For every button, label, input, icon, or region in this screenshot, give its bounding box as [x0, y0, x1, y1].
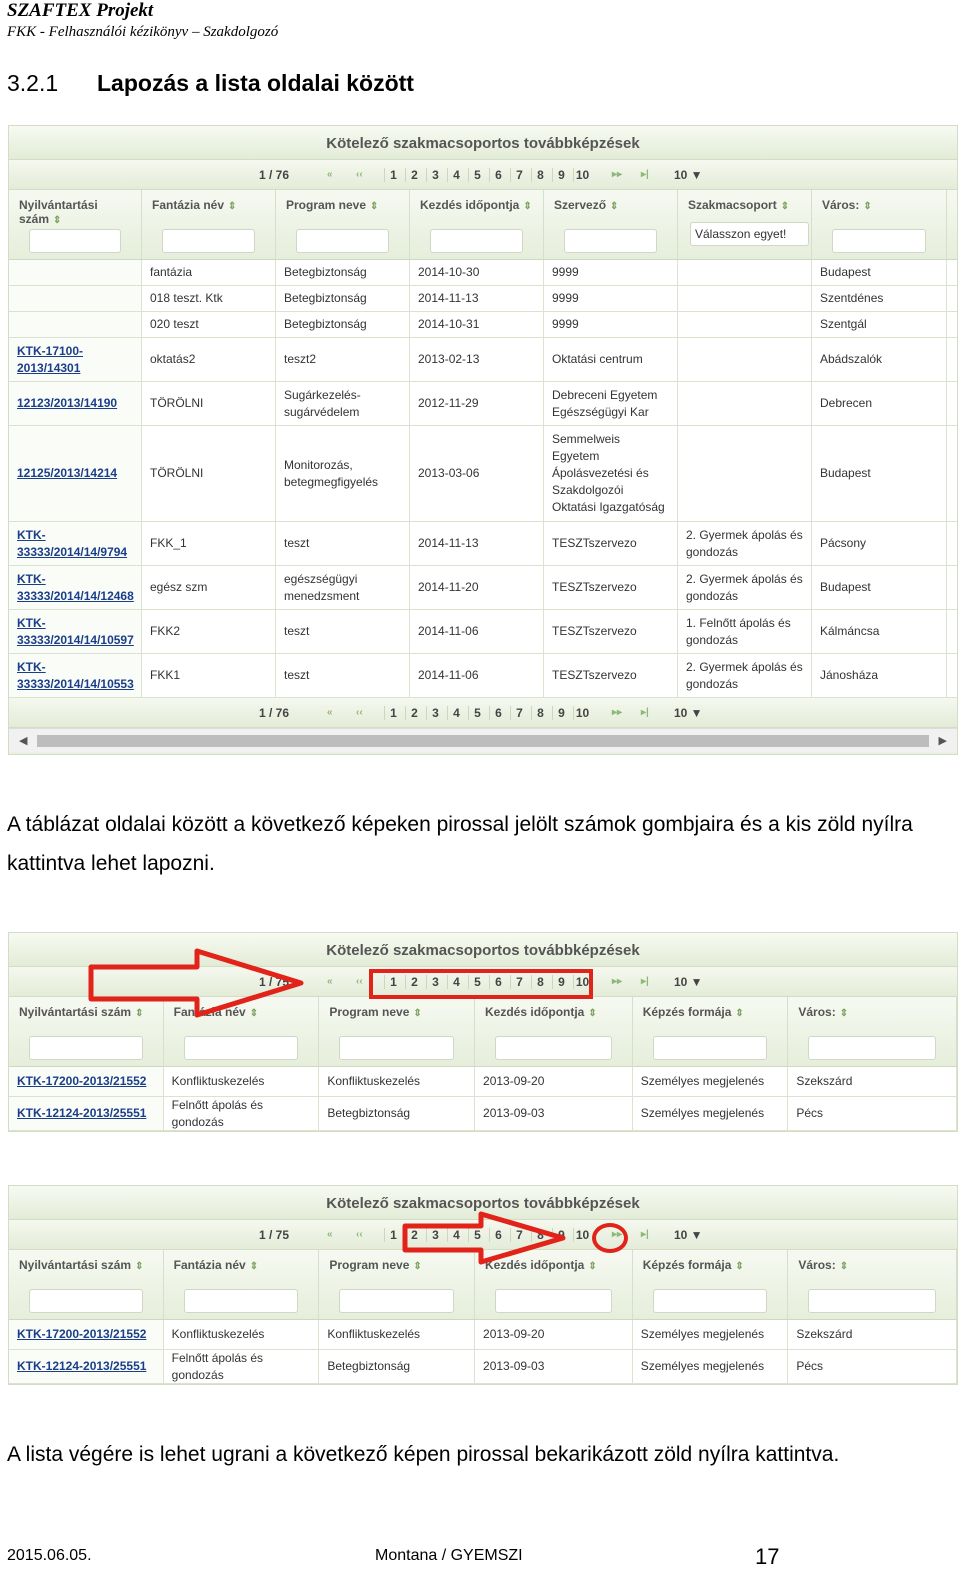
- table-cell: 2014-11-13: [410, 286, 544, 311]
- table-cell: [9, 260, 142, 285]
- page-button-9[interactable]: 9: [552, 706, 570, 720]
- header-title: SZAFTEX Projekt: [7, 0, 154, 21]
- column-header-label[interactable]: Város:: [798, 1005, 836, 1019]
- column-header-label[interactable]: Program neve: [286, 198, 367, 212]
- filter-input[interactable]: [495, 1036, 612, 1060]
- sort-arrows-icon[interactable]: ⇕: [588, 1008, 597, 1019]
- page-button-3[interactable]: 3: [426, 1228, 444, 1242]
- next-page-icon[interactable]: ▸▸: [612, 707, 623, 718]
- table-cell: 020 teszt: [142, 312, 276, 337]
- column-header-label[interactable]: Képzés formája: [642, 1005, 732, 1019]
- last-page-icon[interactable]: ▸|: [641, 1229, 649, 1240]
- column-header-label[interactable]: Program neve: [329, 1005, 410, 1019]
- table-row: [9, 382, 957, 426]
- table-cell: 9999: [544, 260, 678, 285]
- table-cell: [678, 260, 812, 285]
- filter-input[interactable]: [564, 229, 657, 253]
- filter-input[interactable]: [495, 1289, 612, 1313]
- page-numbers-highlight: [369, 969, 593, 999]
- page-size-select[interactable]: 10 ▼: [674, 706, 703, 720]
- table-cell: TESZTszervezo: [544, 610, 678, 653]
- table-row: [9, 1097, 957, 1131]
- sort-arrows-icon[interactable]: ⇕: [610, 201, 619, 212]
- table-cell: 9999: [544, 312, 678, 337]
- column-header-label[interactable]: Kezdés időpontja: [485, 1258, 585, 1272]
- column-header-label[interactable]: Nyilvántartási szám: [19, 198, 98, 226]
- next-page-icon[interactable]: ▸▸: [612, 1229, 623, 1240]
- table-row: [9, 1067, 957, 1097]
- table-cell: TÖRÖLNI: [142, 382, 276, 425]
- record-link[interactable]: KTK-17100-2013/14301: [9, 338, 142, 381]
- page-button-8[interactable]: 8: [531, 975, 549, 989]
- sort-arrows-icon[interactable]: ⇕: [228, 201, 237, 212]
- page-button-8[interactable]: 8: [531, 168, 549, 182]
- table-cell: 2014-11-20: [410, 566, 544, 609]
- table-cell: 2. Gyermek ápolás és gondozás: [678, 566, 812, 609]
- sort-arrows-icon[interactable]: ⇕: [780, 201, 790, 212]
- filter-input[interactable]: [808, 1036, 936, 1060]
- table-header-row: [9, 190, 957, 260]
- page-info: 1 / 76: [259, 168, 290, 182]
- page-button-7[interactable]: 7: [510, 1228, 528, 1242]
- record-link[interactable]: KTK-12124-2013/25551: [9, 1350, 164, 1383]
- table-row: [9, 610, 957, 654]
- table-cell: [9, 286, 142, 311]
- sort-arrows-icon[interactable]: ⇕: [735, 1008, 744, 1019]
- column-header-label[interactable]: Város:: [822, 198, 860, 212]
- red-arrow-annotation: [87, 947, 317, 1017]
- column-header: [678, 190, 812, 259]
- table-row: [9, 566, 957, 610]
- column-header-label[interactable]: Program neve: [329, 1258, 410, 1272]
- filter-input[interactable]: [184, 1289, 299, 1313]
- table-cell: 2013-09-03: [475, 1097, 633, 1130]
- page-button-2[interactable]: 2: [405, 168, 423, 182]
- table-cell: Budapest: [812, 566, 947, 609]
- table-cell: Betegbiztonság: [276, 260, 410, 285]
- table-cell: Szentdénes: [812, 286, 947, 311]
- column-header: [319, 997, 475, 1066]
- table-cell: TESZTszervezo: [544, 566, 678, 609]
- sort-arrows-icon[interactable]: ⇕: [249, 1261, 259, 1272]
- table-row: [9, 654, 957, 698]
- table-cell: 2014-11-06: [410, 610, 544, 653]
- table-cell: Konfliktuskezelés: [319, 1067, 475, 1096]
- prev-page-icon[interactable]: ‹‹: [356, 1229, 363, 1240]
- sort-arrows-icon[interactable]: ⇕: [839, 1261, 849, 1272]
- table-cell: 2013-02-13: [410, 338, 544, 381]
- column-header-label[interactable]: Fantázia név: [173, 1258, 246, 1272]
- filter-input[interactable]: [832, 229, 926, 253]
- table-cell: Oktatási centrum: [544, 338, 678, 381]
- page-button-10[interactable]: 10: [573, 168, 591, 182]
- table-cell: Felnőtt ápolás és gondozás: [164, 1097, 320, 1130]
- table-cell: 018 teszt. Ktk: [142, 286, 276, 311]
- filter-input[interactable]: [29, 1036, 143, 1060]
- table-cell: Sugárkezelés-sugárvédelem: [276, 382, 410, 425]
- table-row: [9, 522, 957, 566]
- next-arrow-highlight: [592, 1223, 628, 1253]
- record-link[interactable]: KTK-33333/2014/14/12468: [9, 566, 142, 609]
- table-cell: [678, 426, 812, 521]
- page-button-7[interactable]: 7: [510, 706, 528, 720]
- table-row: [9, 426, 957, 522]
- page-button-1[interactable]: 1: [384, 168, 402, 182]
- table-row: [9, 338, 957, 382]
- pager-bar: [9, 160, 957, 190]
- sort-arrows-icon[interactable]: ⇕: [863, 201, 872, 212]
- horizontal-scrollbar[interactable]: [9, 728, 957, 752]
- table-cell: Szentgál: [812, 312, 947, 337]
- last-page-icon[interactable]: ▸|: [641, 707, 649, 718]
- filter-input[interactable]: [430, 229, 523, 253]
- footer-date: 2015.06.05.: [7, 1547, 92, 1564]
- column-header: [9, 1250, 164, 1319]
- record-link[interactable]: KTK-33333/2014/14/10553: [9, 654, 142, 697]
- footer-page-number: 17: [755, 1544, 780, 1569]
- table-cell: fantázia: [142, 260, 276, 285]
- sort-arrows-icon[interactable]: ⇕: [413, 1261, 422, 1272]
- sort-arrows-icon[interactable]: ⇕: [413, 1008, 422, 1019]
- table-title: Kötelező szakmacsoportos továbbképzések: [9, 933, 957, 967]
- page-button-5[interactable]: 5: [468, 1228, 486, 1242]
- filter-select[interactable]: Válasszon egyet!: [690, 222, 809, 246]
- page-button-7[interactable]: 7: [510, 168, 528, 182]
- column-header: [544, 190, 678, 259]
- page-button-5[interactable]: 5: [468, 706, 486, 720]
- table-cell: Konfliktuskezelés: [319, 1320, 475, 1349]
- column-header: [475, 997, 633, 1066]
- filter-input[interactable]: [339, 1036, 454, 1060]
- table-cell: 2014-11-13: [410, 522, 544, 565]
- column-header-label[interactable]: Képzés formája: [642, 1258, 732, 1272]
- table-cell: [678, 312, 812, 337]
- table-cell: Debreceni Egyetem Egészségügyi Kar: [544, 382, 678, 425]
- record-link[interactable]: KTK-33333/2014/14/10597: [9, 610, 142, 653]
- page-size-select[interactable]: 10 ▼: [674, 168, 703, 182]
- table-cell: Konfliktuskezelés: [164, 1067, 320, 1096]
- record-link[interactable]: KTK-17200-2013/21552: [9, 1067, 164, 1096]
- screenshot-full-table: [8, 125, 958, 755]
- table-title: Kötelező szakmacsoportos továbbképzések: [9, 126, 957, 160]
- page-button-2[interactable]: 2: [405, 1228, 423, 1242]
- table-row: [9, 286, 957, 312]
- table-cell: 2014-10-31: [410, 312, 544, 337]
- scroll-right-icon[interactable]: ▶: [938, 735, 947, 747]
- table-cell: Monitorozás, betegmegfigyelés: [276, 426, 410, 521]
- column-header-label[interactable]: Szervező: [554, 198, 607, 212]
- filter-input[interactable]: [339, 1289, 454, 1313]
- column-header-label[interactable]: Kezdés időpontja: [485, 1005, 585, 1019]
- table-cell: Betegbiztonság: [276, 312, 410, 337]
- prev-page-icon[interactable]: ‹‹: [356, 976, 363, 987]
- page-button-1[interactable]: 1: [384, 706, 402, 720]
- table-cell: Szekszárd: [788, 1320, 957, 1349]
- page-info: 1 / 76: [259, 706, 290, 720]
- record-link[interactable]: KTK-33333/2014/14/9794: [9, 522, 142, 565]
- table-cell: TESZTszervezo: [544, 522, 678, 565]
- paragraph-paging-intro: A táblázat oldalai között a következő képeken pirossal jelölt számok gombjaira és a kis zöld nyílra kattintva lehet lapozni.: [7, 813, 913, 875]
- record-link[interactable]: 12123/2013/14190: [9, 382, 142, 425]
- last-page-icon[interactable]: ▸|: [641, 976, 649, 987]
- column-header: [812, 190, 947, 259]
- page-size-select[interactable]: 10 ▼: [674, 1228, 703, 1242]
- page-button-4[interactable]: 4: [447, 168, 465, 182]
- header-subtitle: FKK - Felhasználói kézikönyv – Szakdolgozó: [7, 24, 279, 40]
- table-cell: [678, 382, 812, 425]
- table-cell: Kálmáncsa: [812, 610, 947, 653]
- table-cell: Jánosháza: [812, 654, 947, 697]
- page-button-9[interactable]: 9: [552, 168, 570, 182]
- column-header-label[interactable]: Nyilvántartási szám: [19, 1005, 132, 1019]
- column-header-label[interactable]: Nyilvántartási szám: [19, 1258, 132, 1272]
- filter-input[interactable]: [296, 229, 389, 253]
- last-page-icon[interactable]: ▸|: [641, 169, 649, 180]
- screenshot-page-numbers: [8, 932, 958, 1132]
- footer-organization: Montana / GYEMSZI: [375, 1547, 523, 1564]
- table-cell: Konfliktuskezelés: [164, 1320, 320, 1349]
- page-button-4[interactable]: 4: [447, 706, 465, 720]
- table-cell: teszt: [276, 522, 410, 565]
- table-title: Kötelező szakmacsoportos továbbképzések: [9, 1186, 957, 1220]
- page-button-2[interactable]: 2: [405, 975, 423, 989]
- table-cell: Budapest: [812, 260, 947, 285]
- page-button-1[interactable]: 1: [384, 1228, 402, 1242]
- column-header: [788, 997, 957, 1066]
- page-button-6[interactable]: 6: [489, 975, 507, 989]
- scroll-left-icon[interactable]: ◀: [19, 735, 28, 747]
- column-header: [9, 190, 142, 259]
- table-cell: 2014-11-06: [410, 654, 544, 697]
- column-header-label[interactable]: Fantázia név: [152, 198, 225, 212]
- table-cell: 2013-09-20: [475, 1067, 633, 1096]
- table-cell: Abádszalók: [812, 338, 947, 381]
- table-cell: teszt: [276, 610, 410, 653]
- column-header-label[interactable]: Szakmacsoport: [688, 198, 777, 212]
- prev-page-icon[interactable]: ‹‹: [356, 707, 363, 718]
- table-cell: FKK_1: [142, 522, 276, 565]
- table-cell: Betegbiztonság: [276, 286, 410, 311]
- sort-arrows-icon[interactable]: ⇕: [588, 1261, 597, 1272]
- page-button-9[interactable]: 9: [552, 975, 570, 989]
- table-cell: Pécs: [788, 1097, 957, 1130]
- sort-arrows-icon[interactable]: ⇕: [370, 201, 379, 212]
- column-header: [633, 997, 789, 1066]
- next-page-icon[interactable]: ▸▸: [612, 976, 623, 987]
- filter-input[interactable]: [162, 229, 255, 253]
- table-cell: 2014-10-30: [410, 260, 544, 285]
- page-info: 1 / 75: [259, 975, 290, 989]
- table-cell: [678, 338, 812, 381]
- table-cell: 9999: [544, 286, 678, 311]
- section-title: Lapozás a lista oldalai között: [97, 70, 414, 96]
- sort-arrows-icon[interactable]: ⇕: [53, 215, 62, 226]
- table-row: [9, 260, 957, 286]
- table-cell: Debrecen: [812, 382, 947, 425]
- table-cell: [9, 312, 142, 337]
- table-cell: Betegbiztonság: [319, 1097, 475, 1130]
- filter-input[interactable]: [653, 1036, 768, 1060]
- table-cell: TÖRÖLNI: [142, 426, 276, 521]
- page-button-2[interactable]: 2: [405, 706, 423, 720]
- column-header: [788, 1250, 957, 1319]
- table-cell: Szekszárd: [788, 1067, 957, 1096]
- screenshot-next-arrow: [8, 1185, 958, 1385]
- table-cell: TESZTszervezo: [544, 654, 678, 697]
- column-header: [164, 1250, 320, 1319]
- page-button-4[interactable]: 4: [447, 975, 465, 989]
- record-link[interactable]: 12125/2013/14214: [9, 426, 142, 521]
- table-cell: 2013-09-20: [475, 1320, 633, 1349]
- prev-page-icon[interactable]: ‹‹: [356, 169, 363, 180]
- record-link[interactable]: KTK-17200-2013/21552: [9, 1320, 164, 1349]
- column-header: [633, 1250, 789, 1319]
- next-page-icon[interactable]: ▸▸: [612, 169, 623, 180]
- sort-arrows-icon[interactable]: ⇕: [735, 1261, 744, 1272]
- table-cell: teszt: [276, 654, 410, 697]
- table-cell: Személyes megjelenés: [633, 1067, 789, 1096]
- table-cell: Pécs: [788, 1350, 957, 1383]
- column-header-label[interactable]: Fantázia név: [173, 1005, 246, 1019]
- sort-arrows-icon[interactable]: ⇕: [135, 1261, 144, 1272]
- table-cell: 2012-11-29: [410, 382, 544, 425]
- page-button-7[interactable]: 7: [510, 975, 528, 989]
- filter-input[interactable]: [29, 1289, 143, 1313]
- filter-input[interactable]: [808, 1289, 936, 1313]
- scrollbar-thumb[interactable]: [37, 735, 929, 747]
- page-button-10[interactable]: 10: [573, 706, 591, 720]
- column-header: [276, 190, 410, 259]
- table-cell: Semmelweis Egyetem Ápolásvezetési és Szakdolgozói Oktatási Igazgatóság: [544, 426, 678, 521]
- page-button-4[interactable]: 4: [447, 1228, 465, 1242]
- page-button-5[interactable]: 5: [468, 975, 486, 989]
- page-button-6[interactable]: 6: [489, 706, 507, 720]
- sort-arrows-icon[interactable]: ⇕: [839, 1008, 849, 1019]
- column-header: [410, 190, 544, 259]
- filter-input[interactable]: [29, 229, 121, 253]
- table-cell: 2. Gyermek ápolás és gondozás: [678, 654, 812, 697]
- page-info: 1 / 75: [259, 1228, 290, 1242]
- page-button-3[interactable]: 3: [426, 975, 444, 989]
- table-cell: Személyes megjelenés: [633, 1320, 789, 1349]
- page-button-8[interactable]: 8: [531, 1228, 549, 1242]
- table-cell: 1. Felnőtt ápolás és gondozás: [678, 610, 812, 653]
- sort-arrows-icon[interactable]: ⇕: [135, 1008, 144, 1019]
- page-button-3[interactable]: 3: [426, 706, 444, 720]
- column-header: [142, 190, 276, 259]
- table-row: [9, 312, 957, 338]
- table-cell: [678, 286, 812, 311]
- filter-input[interactable]: [184, 1036, 299, 1060]
- section-number: 3.2.1: [7, 70, 59, 96]
- page-button-6[interactable]: 6: [489, 1228, 507, 1242]
- table-cell: egészségügyi menedzsment: [276, 566, 410, 609]
- record-link[interactable]: KTK-12124-2013/25551: [9, 1097, 164, 1130]
- table-cell: oktatás2: [142, 338, 276, 381]
- table-cell: Személyes megjelenés: [633, 1097, 789, 1130]
- table-cell: 2. Gyermek ápolás és gondozás: [678, 522, 812, 565]
- column-header-label[interactable]: Város:: [798, 1258, 836, 1272]
- filter-input[interactable]: [653, 1289, 768, 1313]
- first-page-icon[interactable]: «: [327, 707, 333, 718]
- table-cell: FKK2: [142, 610, 276, 653]
- table-cell: Pácsony: [812, 522, 947, 565]
- red-arrow-annotation: [401, 1212, 571, 1272]
- section-heading: [7, 70, 414, 97]
- page-button-9[interactable]: 9: [552, 1228, 570, 1242]
- page-button-5[interactable]: 5: [468, 168, 486, 182]
- page-button-10[interactable]: 10: [573, 1228, 591, 1242]
- sort-arrows-icon[interactable]: ⇕: [523, 201, 532, 212]
- page-button-8[interactable]: 8: [531, 706, 549, 720]
- first-page-icon[interactable]: «: [327, 169, 333, 180]
- table-cell: Személyes megjelenés: [633, 1350, 789, 1383]
- table-cell: 2013-03-06: [410, 426, 544, 521]
- table-cell: 2013-09-03: [475, 1350, 633, 1383]
- table-cell: Felnőtt ápolás és gondozás: [164, 1350, 320, 1383]
- table-cell: Budapest: [812, 426, 947, 521]
- table-row: [9, 1350, 957, 1384]
- page-size-select[interactable]: 10 ▼: [674, 975, 703, 989]
- first-page-icon[interactable]: «: [327, 1229, 333, 1240]
- table-cell: egész szm: [142, 566, 276, 609]
- page-button-10[interactable]: 10: [573, 975, 591, 989]
- table-cell: Betegbiztonság: [319, 1350, 475, 1383]
- sort-arrows-icon[interactable]: ⇕: [249, 1008, 259, 1019]
- page-button-6[interactable]: 6: [489, 168, 507, 182]
- page-button-1[interactable]: 1: [384, 975, 402, 989]
- paragraph-jump-to-end: A lista végére is lehet ugrani a következő képen pirossal bekarikázott zöld nyílra kattintva.: [7, 1443, 840, 1466]
- first-page-icon[interactable]: «: [327, 976, 333, 987]
- table-row: [9, 1320, 957, 1350]
- table-cell: teszt2: [276, 338, 410, 381]
- pager-bar: [9, 698, 957, 728]
- table-cell: FKK1: [142, 654, 276, 697]
- page-button-3[interactable]: 3: [426, 168, 444, 182]
- column-header-label[interactable]: Kezdés időpontja: [420, 198, 520, 212]
